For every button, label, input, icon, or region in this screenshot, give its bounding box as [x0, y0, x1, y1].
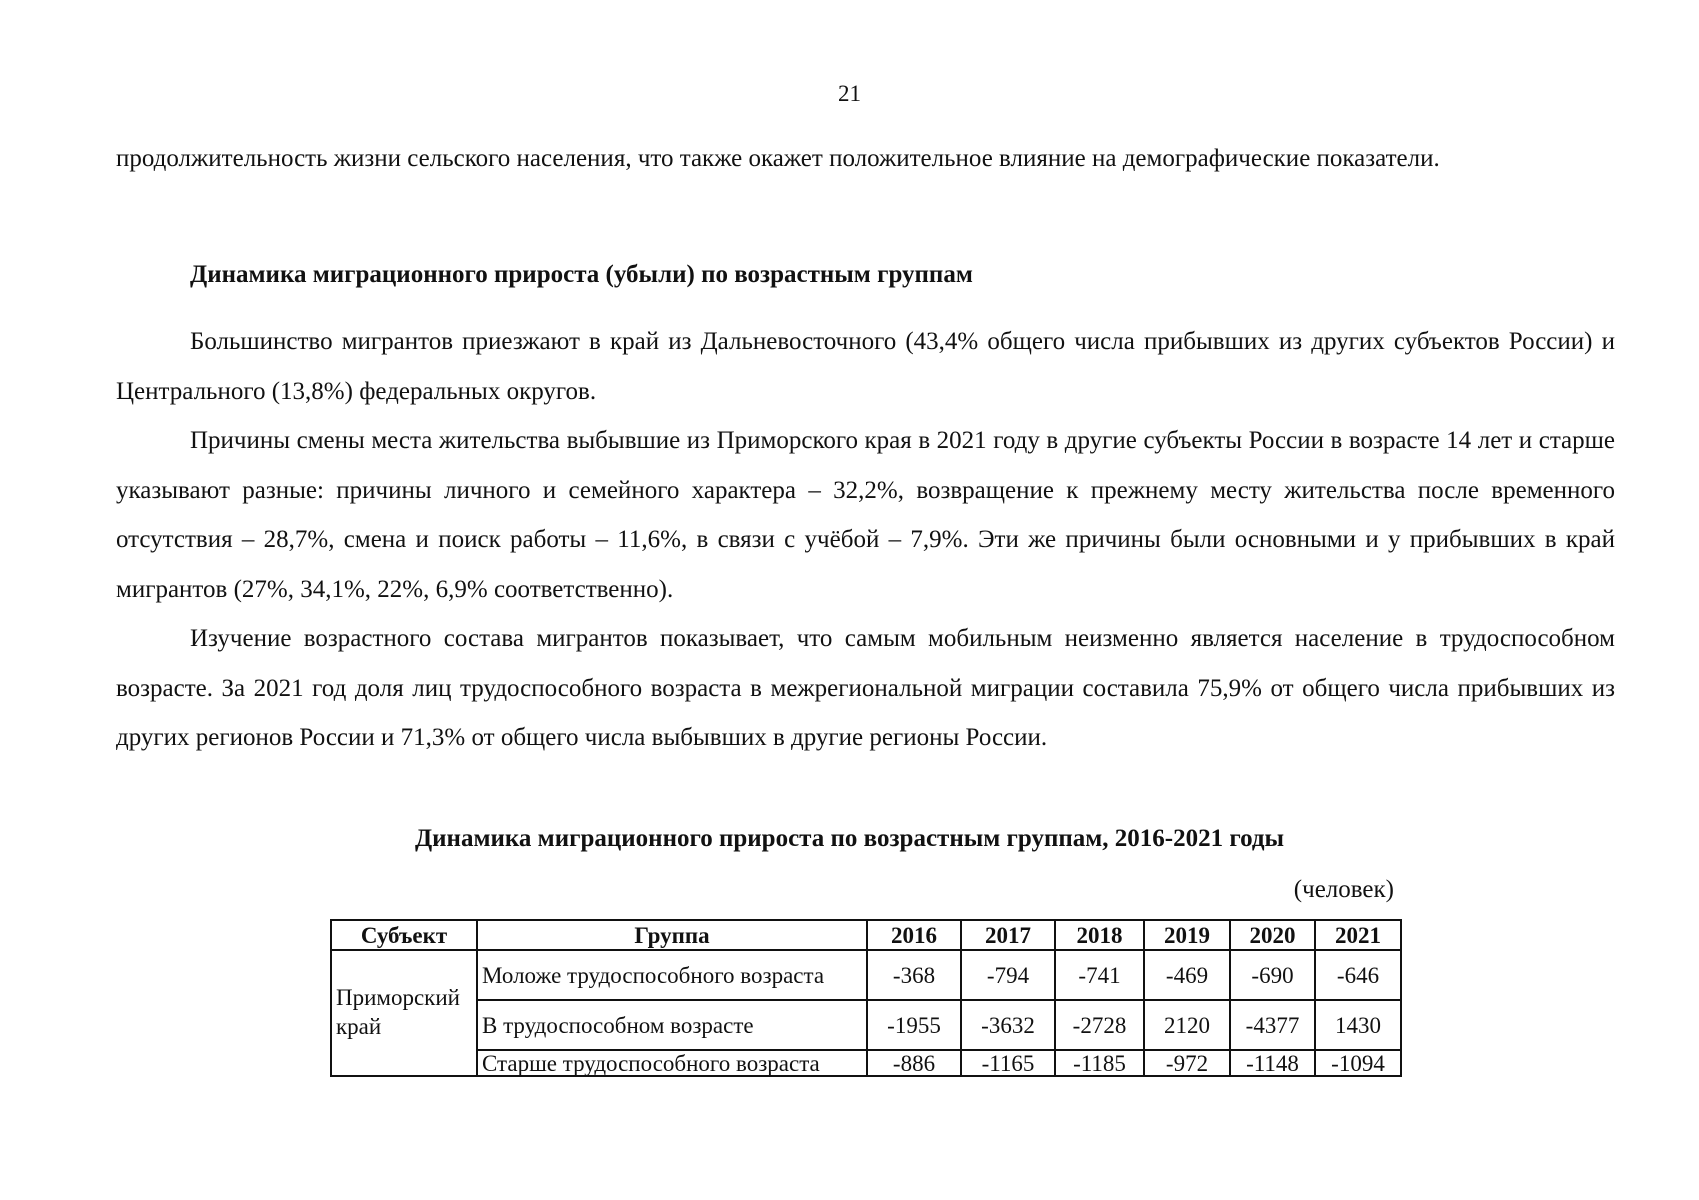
group-cell: Моложе трудоспособного возраста — [477, 950, 867, 1000]
value-cell: -469 — [1144, 950, 1230, 1000]
page-number: 21 — [838, 81, 861, 106]
table-units: (человек) — [1293, 876, 1394, 903]
value-cell: -1148 — [1230, 1050, 1315, 1076]
header-year: 2019 — [1144, 920, 1230, 950]
value-cell: -4377 — [1230, 1000, 1315, 1050]
value-cell: 1430 — [1315, 1000, 1401, 1050]
value-cell: -886 — [867, 1050, 961, 1076]
header-group: Группа — [477, 920, 867, 950]
value-cell: -1955 — [867, 1000, 961, 1050]
table-row — [331, 950, 1401, 1000]
value-cell: -1094 — [1315, 1050, 1401, 1076]
value-cell: -2728 — [1055, 1000, 1144, 1050]
value-cell: -741 — [1055, 950, 1144, 1000]
value-cell: -646 — [1315, 950, 1401, 1000]
value-cell: 2120 — [1144, 1000, 1230, 1050]
header-year: 2021 — [1315, 920, 1401, 950]
value-cell: -794 — [961, 950, 1055, 1000]
table-row — [331, 1050, 1401, 1076]
body-text — [116, 317, 1615, 763]
table-header-row — [331, 920, 1401, 950]
table-title: Динамика миграционного прироста по возрастным группам, 2016-2021 годы — [414, 825, 1285, 852]
value-cell: -972 — [1144, 1050, 1230, 1076]
header-subject: Субъект — [331, 920, 477, 950]
paragraph-continuation: продолжительность жизни сельского населения, что также окажет положительное влияние на демографические показатели. — [116, 145, 1440, 172]
value-cell: -690 — [1230, 950, 1315, 1000]
header-year: 2020 — [1230, 920, 1315, 950]
paragraph-relocation-reasons: Причины смены места жительства выбывшие из Приморского края в 2021 году в другие субъекты России в возрасте 14 лет и старше указывают разные: причины личного и семейного характера – 32,2%, возвращение к прежнему месту жительства после временного отсутствия – 28,7%, смена и поиск работы – 11,6%, в связи с учёбой – 7,9%. Эти же причины были основными и у прибывших в край мигрантов (27%, 34,1%, 22%, 6,9% соответственно). — [116, 427, 1615, 603]
value-cell: -3632 — [961, 1000, 1055, 1050]
group-cell: В трудоспособном возрасте — [477, 1000, 867, 1050]
header-year: 2016 — [867, 920, 961, 950]
header-year: 2018 — [1055, 920, 1144, 950]
subject-cell: Приморский край — [331, 950, 477, 1076]
paragraph-migrant-origins: Большинство мигрантов приезжают в край из Дальневосточного (43,4% общего числа прибывших из других субъектов России) и Центрального (13,8%) федеральных округов. — [116, 328, 1615, 405]
value-cell: -1185 — [1055, 1050, 1144, 1076]
migration-table — [330, 919, 1402, 1077]
header-year: 2017 — [961, 920, 1055, 950]
group-cell: Старше трудоспособного возраста — [477, 1050, 867, 1076]
value-cell: -368 — [867, 950, 961, 1000]
table-row — [331, 1000, 1401, 1050]
continued-paragraph — [116, 134, 1615, 184]
paragraph-age-composition: Изучение возрастного состава мигрантов показывает, что самым мобильным неизменно является население в трудоспособном возрасте. За 2021 год доля лиц трудоспособного возраста в межрегиональной миграции составила 75,9% от общего числа прибывших из других регионов России и 71,3% от общего числа выбывших в другие регионы России. — [116, 625, 1615, 751]
value-cell: -1165 — [961, 1050, 1055, 1076]
section-heading: Динамика миграционного прироста (убыли) по возрастным группам — [190, 261, 973, 288]
